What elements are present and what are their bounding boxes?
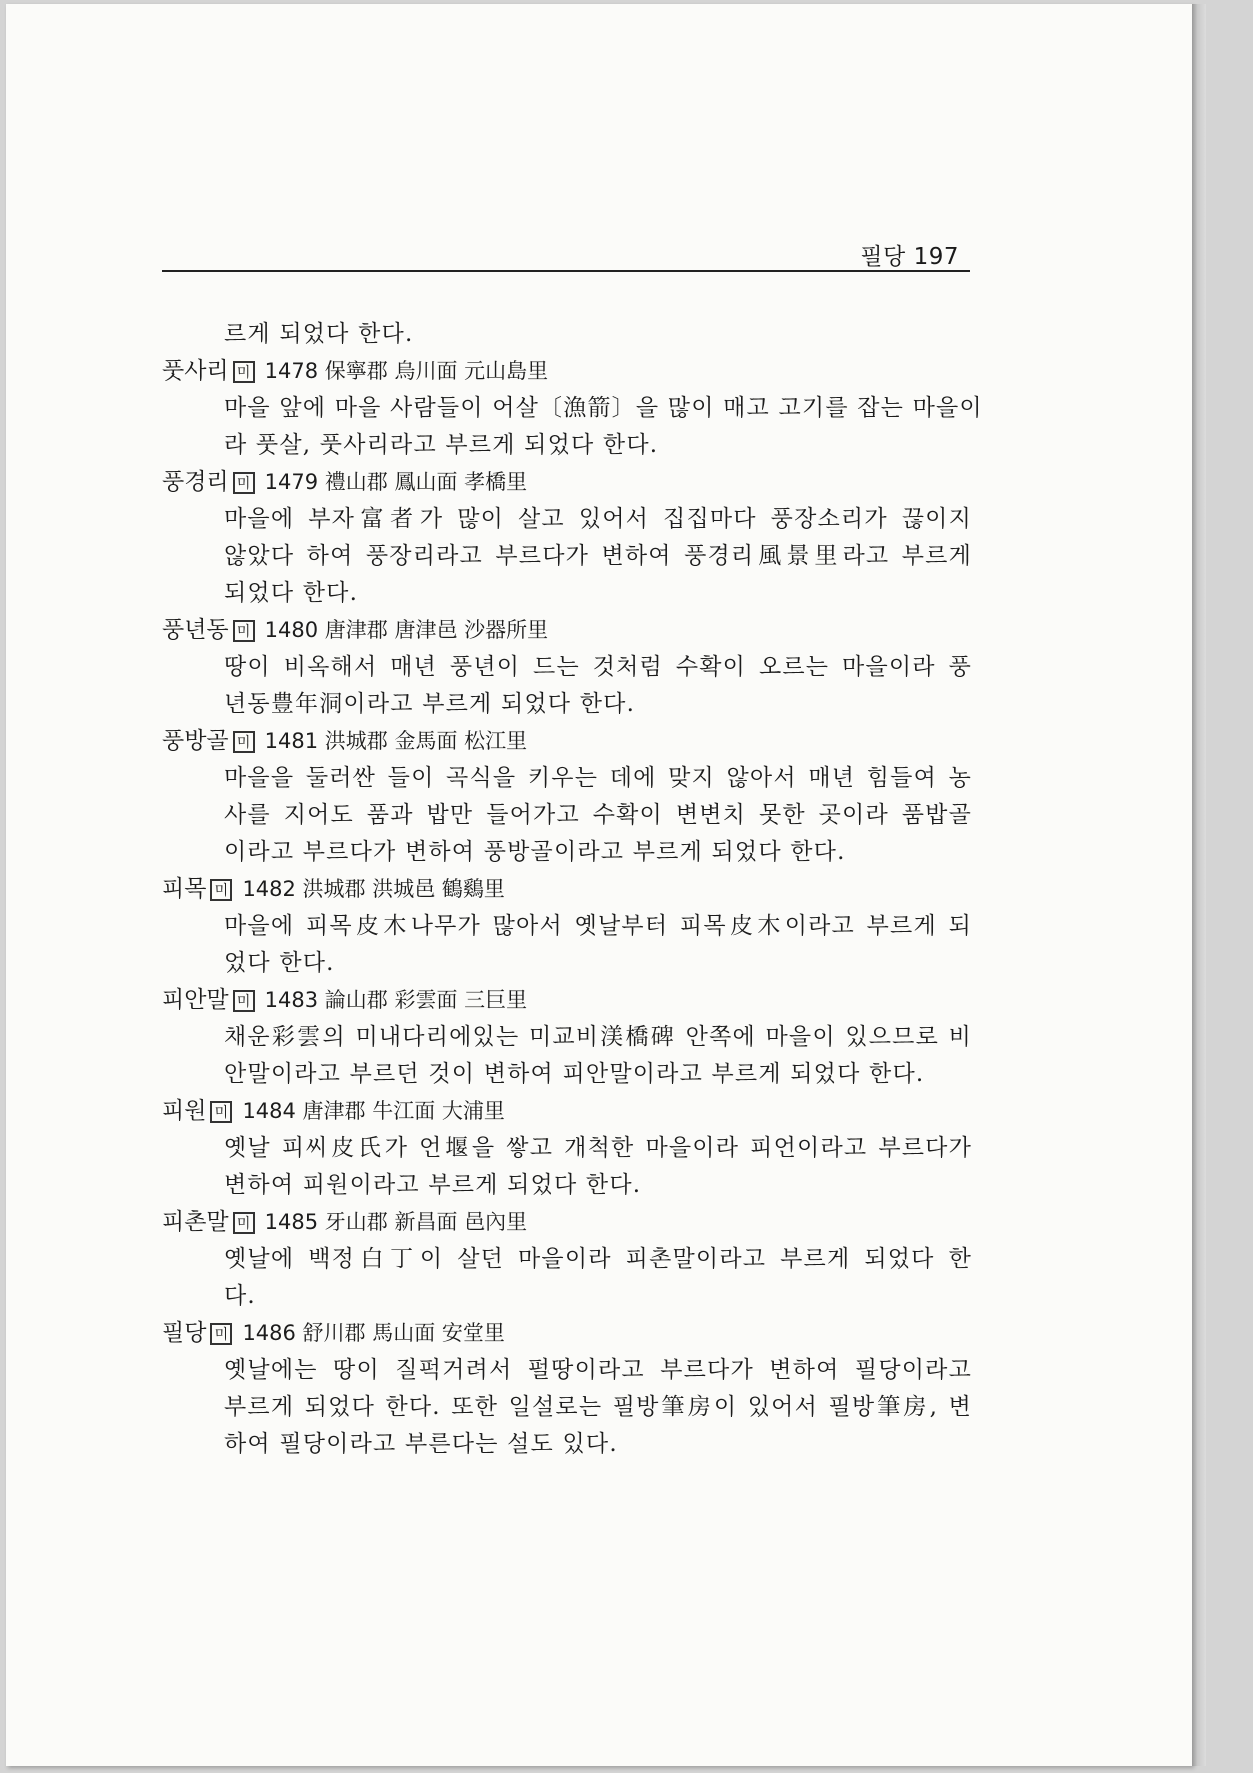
entry-location: 1486 舒川郡 馬山面 安堂里 (242, 1321, 505, 1345)
entry-text-line: 옛날에 백정白丁이 살던 마을이라 피촌말이라고 부르게 되었다 한 (224, 1246, 972, 1272)
entry-text-line: 채운彩雲의 미내다리에있는 미교비渼橋碑 안쪽에 마을이 있으므로 비 (224, 1024, 972, 1050)
entry-heading (162, 723, 972, 760)
entry-type-marker: 미 (233, 361, 255, 383)
entry-text-line: 땅이 비옥해서 매년 풍년이 드는 것처럼 수확이 오르는 마을이라 풍 (224, 654, 972, 680)
header-rule (162, 270, 970, 272)
entry-heading (162, 612, 972, 649)
entry-location: 1482 洪城郡 洪城邑 鶴鷄里 (242, 877, 505, 901)
entry-location: 1481 洪城郡 金馬面 松江里 (264, 729, 528, 753)
entry-text-line: 옛날 피씨皮氏가 언堰을 쌓고 개척한 마을이라 피언이라고 부르다가 (224, 1135, 972, 1161)
entry-heading (162, 871, 972, 908)
page-content (162, 316, 983, 1463)
entry-location: 1483 論山郡 彩雲面 三巨里 (264, 988, 528, 1012)
entry-text-line: 년동豊年洞이라고 부르게 되었다 한다. (224, 691, 636, 717)
entry-location: 1480 唐津郡 唐津邑 沙器所里 (264, 618, 549, 642)
entry-text-line: 되었다 한다. (224, 580, 359, 606)
entry-text-line: 라 풋살, 풋사리라고 부르게 되었다 한다. (224, 432, 659, 458)
entry-headword: 필당 (162, 1320, 207, 1346)
entry-text-line: 마을에 부자富者가 많이 살고 있어서 집집마다 풍장소리가 끊이지 (224, 506, 972, 532)
entry-text-line: 않았다 하여 풍장리라고 부르다가 변하여 풍경리風景里라고 부르게 (224, 543, 972, 569)
entry-type-marker: 미 (233, 731, 255, 753)
entry-location: 1479 禮山郡 鳳山面 孝橋里 (264, 470, 528, 494)
entry-type-marker: 미 (233, 620, 255, 642)
entry-heading (162, 1093, 972, 1130)
entry-headword: 피안말 (162, 987, 229, 1013)
entry-text-line: 변하여 피원이라고 부르게 되었다 한다. (224, 1172, 642, 1198)
entry-text-line: 부르게 되었다 한다. 또한 일설로는 필방筆房이 있어서 필방筆房, 변 (224, 1394, 972, 1420)
entry-text-line: 안말이라고 부르던 것이 변하여 피안말이라고 부르게 되었다 한다. (224, 1061, 925, 1087)
entry-text-line: 사를 지어도 품과 밥만 들어가고 수확이 변변치 못한 곳이라 품밥골 (224, 802, 972, 828)
continuation-line: 르게 되었다 한다. (224, 321, 414, 347)
entry-type-marker: 미 (210, 1101, 232, 1123)
entry-type-marker: 미 (233, 990, 255, 1012)
running-head: 필당 197 (860, 244, 959, 270)
entry-text-line: 이라고 부르다가 변하여 풍방골이라고 부르게 되었다 한다. (224, 839, 846, 865)
entry-text-line: 다. (224, 1283, 256, 1309)
entry-location: 1478 保寧郡 烏川面 元山島里 (264, 359, 549, 383)
entry-text-line: 옛날에는 땅이 질퍽거려서 펄땅이라고 부르다가 변하여 필당이라고 (224, 1357, 972, 1383)
entry-heading (162, 982, 972, 1019)
entry-text-line: 마을 앞에 마을 사람들이 어살〔漁箭〕을 많이 매고 고기를 잡는 마을이 (224, 395, 983, 421)
entry-headword: 피촌말 (162, 1209, 229, 1235)
entry-headword: 풍년동 (162, 617, 229, 643)
entry-text-line: 었다 한다. (224, 950, 335, 976)
entry-heading (162, 464, 972, 501)
entry-type-marker: 미 (210, 1323, 232, 1345)
entry-headword: 풍경리 (162, 469, 229, 495)
page-edge (1192, 4, 1206, 1766)
entry-text-line: 하여 필당이라고 부른다는 설도 있다. (224, 1431, 618, 1457)
entry-type-marker: 미 (233, 472, 255, 494)
entry-location: 1484 唐津郡 牛江面 大浦里 (242, 1099, 505, 1123)
entry-headword: 풍방골 (162, 728, 229, 754)
entry-headword: 풋사리 (162, 358, 229, 384)
entry-type-marker: 미 (233, 1212, 255, 1234)
entry-text-line: 마을에 피목皮木나무가 많아서 옛날부터 피목皮木이라고 부르게 되 (224, 913, 972, 939)
entry-location: 1485 牙山郡 新昌面 邑內里 (264, 1210, 528, 1234)
entry-heading (162, 1315, 972, 1352)
entry-heading (162, 353, 972, 390)
entry-type-marker: 미 (210, 879, 232, 901)
entry-heading (162, 1204, 972, 1241)
entry-headword: 피목 (162, 876, 207, 902)
entry-text-line: 마을을 둘러싼 들이 곡식을 키우는 데에 맞지 않아서 매년 힘들여 농 (224, 765, 972, 791)
entry-headword: 피원 (162, 1098, 207, 1124)
